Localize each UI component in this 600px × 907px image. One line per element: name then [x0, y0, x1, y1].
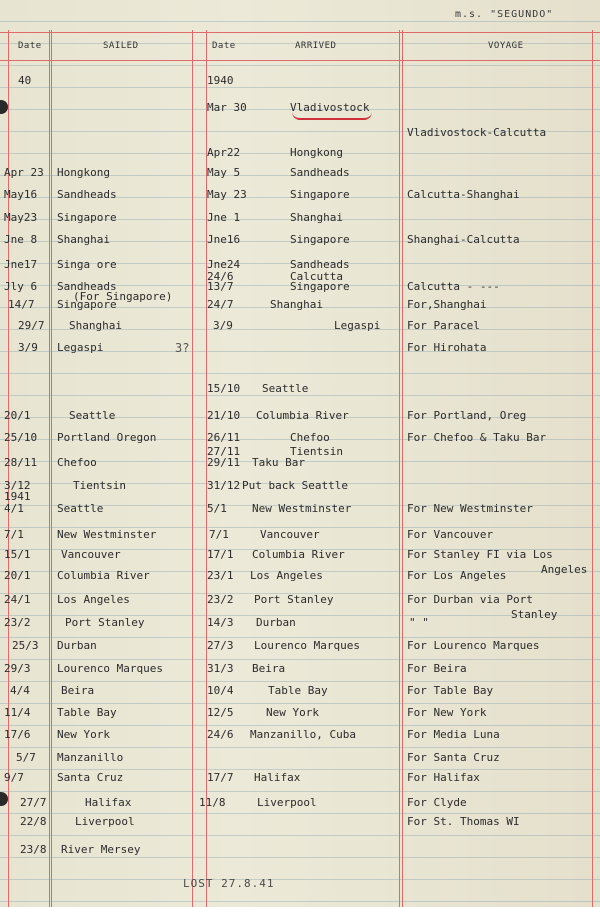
arrived-port: New York	[266, 706, 319, 719]
sailed-port: Chefoo	[57, 456, 97, 469]
arrived-date: 23/1	[207, 569, 234, 582]
voyage-entry: For Vancouver	[407, 528, 494, 541]
sailed-date: 40	[18, 74, 32, 87]
arrived-port: Vladivostock	[290, 101, 370, 114]
voyage-entry: For Table Bay	[407, 684, 494, 697]
header-top-rule	[0, 32, 600, 33]
arrived-port: Table Bay	[268, 684, 328, 697]
sailed-port: Halifax	[85, 796, 132, 809]
arrived-date: Jne16	[207, 233, 241, 246]
sailed-date: 3/12	[4, 479, 31, 492]
sailed-port: Hongkong	[57, 166, 110, 179]
arrived-date: 24/6	[207, 270, 234, 283]
header-arrived: ARRIVED	[295, 41, 337, 51]
arrived-port: Vancouver	[260, 528, 320, 541]
sailed-date: 20/1	[4, 569, 31, 582]
header-sailed: SAILED	[103, 41, 139, 51]
arrived-date: Jne24	[207, 258, 241, 271]
arrived-port: Port Stanley	[254, 593, 334, 606]
arrived-port: Taku Bar	[252, 456, 305, 469]
arrived-date: 11/8	[199, 796, 226, 809]
arrived-date: 17/1	[207, 548, 234, 561]
arrived-port: Los Angeles	[250, 569, 323, 582]
sailed-port: Columbia River	[57, 569, 150, 582]
arrived-port: Tientsin	[290, 445, 343, 458]
lost-note: LOST 27.8.41	[183, 877, 275, 890]
sailed-port: Table Bay	[57, 706, 117, 719]
voyage-entry: For Durban via Port	[407, 593, 533, 606]
arrived-date: 26/11	[207, 431, 241, 444]
header-bottom-rule	[0, 60, 600, 61]
pencil-annotation: 3?	[175, 341, 190, 355]
voyage-entry: For Hirohata	[407, 341, 487, 354]
page-title: m.s. "SEGUNDO"	[455, 9, 554, 20]
sailed-date: 4/4	[10, 684, 30, 697]
arrived-port: Chefoo	[290, 431, 330, 444]
sailed-date: 29/7	[18, 319, 45, 332]
sailed-date: 15/1	[4, 548, 31, 561]
sailed-port: Shanghai	[57, 233, 110, 246]
arrived-date: 27/11	[207, 445, 241, 458]
arrived-port: Hongkong	[290, 146, 343, 159]
arrived-port: Beira	[252, 662, 286, 675]
sailed-port: Liverpool	[75, 815, 135, 828]
voyage-entry: For Chefoo & Taku Bar	[407, 431, 547, 444]
arrived-date: 24/6	[207, 728, 234, 741]
punch-hole	[0, 792, 8, 806]
sailed-date: 20/1	[4, 409, 31, 422]
voyage-entry: For New Westminster	[407, 502, 533, 515]
sailed-date: 17/6	[4, 728, 31, 741]
arrived-date: 17/7	[207, 771, 234, 784]
sailed-port: (For Singapore)	[73, 290, 173, 303]
sailed-date: 24/1	[4, 593, 31, 606]
arrived-date: 31/12	[207, 479, 241, 492]
sailed-date: Apr 23	[4, 166, 44, 179]
sailed-date: May16	[4, 188, 38, 201]
header-voyage: VOYAGE	[488, 41, 524, 51]
voyage-entry: For St. Thomas WI	[407, 815, 520, 828]
arrived-date: May 5	[207, 166, 241, 179]
column-rule	[402, 30, 403, 907]
sailed-port: River Mersey	[61, 843, 141, 856]
arrived-date: 7/1	[209, 528, 229, 541]
arrived-date: 13/7	[207, 280, 234, 293]
voyage-entry: For,Shanghai	[407, 298, 487, 311]
voyage-entry: Calcutta-Shanghai	[407, 188, 520, 201]
sailed-date: 14/7	[8, 298, 35, 311]
sailed-date: 23/2	[4, 616, 31, 629]
arrived-port: Lourenco Marques	[254, 639, 360, 652]
sailed-date: 22/8	[20, 815, 47, 828]
sailed-port: Los Angeles	[57, 593, 130, 606]
column-rule	[192, 30, 193, 907]
sailed-port: Tientsin	[73, 479, 126, 492]
arrived-port: Durban	[256, 616, 296, 629]
column-rule	[399, 30, 400, 907]
sailed-date: 25/3	[12, 639, 39, 652]
arrived-port: Halifax	[254, 771, 301, 784]
voyage-entry: Shanghai-Calcutta	[407, 233, 520, 246]
voyage-entry: For Halifax	[407, 771, 480, 784]
arrived-date: Jne 1	[207, 211, 241, 224]
arrived-port: Singapore	[290, 280, 350, 293]
sailed-port: Vancouver	[61, 548, 121, 561]
arrived-date: 21/10	[207, 409, 241, 422]
punch-hole	[0, 100, 8, 114]
column-rule	[592, 30, 593, 907]
sailed-date: 29/3	[4, 662, 31, 675]
sailed-date: Jly 6	[4, 280, 38, 293]
arrived-port: Sandheads	[290, 166, 350, 179]
sailed-date: 9/7	[4, 771, 24, 784]
arrived-port: Sandheads	[290, 258, 350, 271]
sailed-date: Jne17	[4, 258, 38, 271]
arrived-port: Singapore	[290, 233, 350, 246]
column-rule	[49, 30, 50, 907]
arrived-date: 12/5	[207, 706, 234, 719]
voyage-entry: For Stanley FI via Los	[407, 548, 553, 561]
sailed-date: 11/4	[4, 706, 31, 719]
sailed-date: May23	[4, 211, 38, 224]
sailed-date: 28/11	[4, 456, 38, 469]
voyage-entry: For Lourenco Marques	[407, 639, 540, 652]
arrived-date: 27/3	[207, 639, 234, 652]
voyage-entry: For New York	[407, 706, 487, 719]
sailed-date: 1941	[4, 490, 31, 503]
sailed-port: Singapore	[57, 211, 117, 224]
sailed-port: Seattle	[57, 502, 104, 515]
sailed-port: Port Stanley	[65, 616, 145, 629]
sailed-date: 7/1	[4, 528, 24, 541]
sailed-date: 25/10	[4, 431, 38, 444]
sailed-date: 4/1	[4, 502, 24, 515]
voyage-entry: For Portland, Oreg	[407, 409, 527, 422]
arrived-port: Legaspi	[334, 319, 381, 332]
arrived-port: Put back Seattle	[242, 479, 348, 492]
arrived-date: 24/7	[207, 298, 234, 311]
arrived-date: Apr22	[207, 146, 241, 159]
voyage-entry: Stanley	[511, 608, 558, 621]
header-date-sailed: Date	[18, 41, 42, 51]
arrived-date: Mar 30	[207, 101, 247, 114]
arrived-port: Shanghai	[290, 211, 343, 224]
voyage-entry: For Beira	[407, 662, 467, 675]
arrived-port: Liverpool	[257, 796, 317, 809]
sailed-port: Durban	[57, 639, 97, 652]
arrived-date: 5/1	[207, 502, 227, 515]
sailed-date: 5/7	[16, 751, 36, 764]
voyage-entry: Calcutta - ---	[407, 280, 500, 293]
voyage-entry: For Los Angeles	[407, 569, 507, 582]
arrived-date: 1940	[207, 74, 234, 87]
voyage-entry: For Santa Cruz	[407, 751, 500, 764]
arrived-date: 10/4	[207, 684, 234, 697]
column-rule	[51, 30, 52, 907]
sailed-port: Singapore	[57, 298, 117, 311]
arrived-port: Columbia River	[252, 548, 345, 561]
sailed-date: 27/7	[20, 796, 47, 809]
arrived-port: Calcutta	[290, 270, 343, 283]
sailed-port: Legaspi	[57, 341, 104, 354]
arrived-date: May 23	[207, 188, 247, 201]
sailed-port: Shanghai	[69, 319, 122, 332]
voyage-entry: For Paracel	[407, 319, 480, 332]
arrived-date: 15/10	[207, 382, 241, 395]
arrived-date: 31/3	[207, 662, 234, 675]
voyage-entry: " "	[409, 616, 429, 629]
arrived-port: Singapore	[290, 188, 350, 201]
arrived-date: 3/9	[213, 319, 233, 332]
arrived-port: Manzanillo, Cuba	[250, 728, 356, 741]
sailed-port: New York	[57, 728, 110, 741]
arrived-date: 14/3	[207, 616, 234, 629]
sailed-port: Santa Cruz	[57, 771, 124, 784]
header-date-arrived: Date	[212, 41, 236, 51]
sailed-date: Jne 8	[4, 233, 38, 246]
voyage-entry: Vladivostock-Calcutta	[407, 126, 547, 139]
voyage-entry: For Media Luna	[407, 728, 500, 741]
arrived-date: 29/11	[207, 456, 241, 469]
sailed-port: Portland Oregon	[57, 431, 157, 444]
sailed-port: Sandheads	[57, 280, 117, 293]
sailed-port: New Westminster	[57, 528, 157, 541]
sailed-port: Manzanillo	[57, 751, 124, 764]
arrived-port: New Westminster	[252, 502, 352, 515]
voyage-entry: For Clyde	[407, 796, 467, 809]
sailed-port: Sandheads	[57, 188, 117, 201]
arrived-date: 23/2	[207, 593, 234, 606]
sailed-port: Beira	[61, 684, 95, 697]
arrived-port: Columbia River	[256, 409, 349, 422]
arrived-port: Seattle	[262, 382, 309, 395]
sailed-date: 3/9	[18, 341, 38, 354]
sailed-port: Lourenco Marques	[57, 662, 163, 675]
sailed-date: 23/8	[20, 843, 47, 856]
sailed-port: Seattle	[69, 409, 116, 422]
voyage-entry: Angeles	[541, 563, 588, 576]
sailed-port: Singa ore	[57, 258, 117, 271]
arrived-port: Shanghai	[270, 298, 323, 311]
